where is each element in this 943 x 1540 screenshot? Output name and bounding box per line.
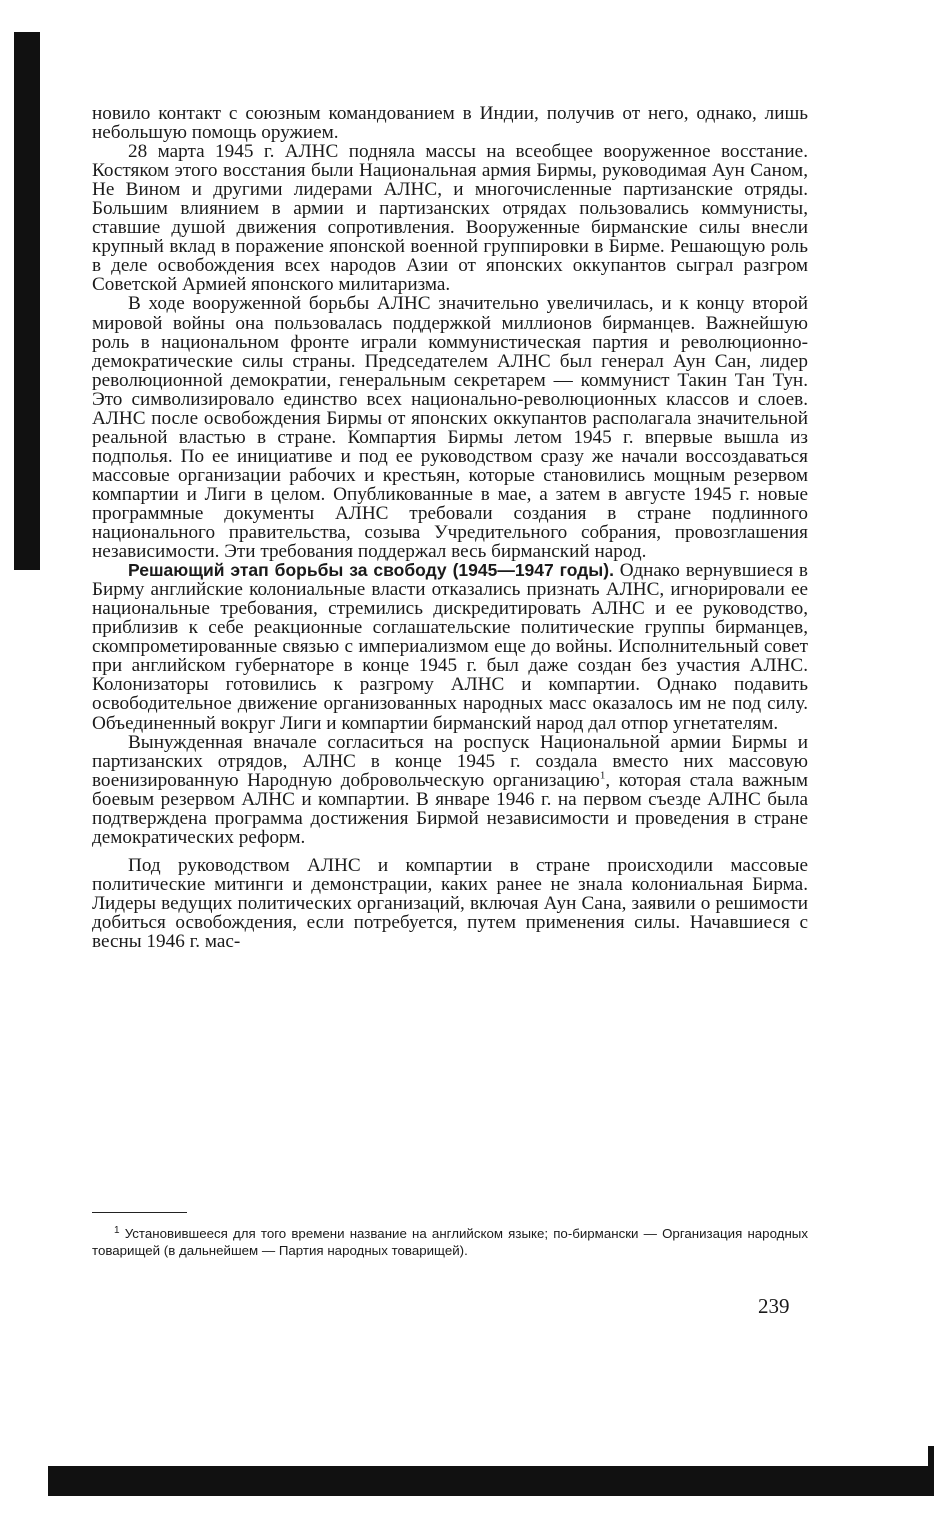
paragraph-6: Под руководством АЛНС и компартии в стране происходили массовые политические митинги и демонстрации, каких ранее не знала колониальная Бирма. Лидеры ведущих политических организаций, включая Аун Сана, заявили о решимости добиться освобождения, если потребуется, путем применения силы. Начавшиеся с весны 1946 г. мас- <box>92 854 808 953</box>
footnote-text: Установившееся для того времени название на английском языке; по-бирмански — Организация народных товарищей (в дальнейшем — Партия народных товарищей). <box>92 1226 808 1258</box>
footnote-number: 1 <box>114 1224 120 1236</box>
paragraph-5 <box>92 733 808 847</box>
paragraph-4-text: Однако вернувшиеся в Бирму английские колониальные власти отказались признать АЛНС, игнорировали ее национальные требования, стремились дискредитировать АЛНС и ее руководство, приблизив к себе реакционные соглашательские политические группы бирманцев, скомпрометированные связью с империализмом еще до войны. Исполнительный совет при английском губернаторе в конце 1945 г. был даже создан без участия АЛНС. Колонизаторы готовились к разгрому АЛНС и компартии. Однако подавить освободительное движение организованных народных масс оказалось им не под силу. Объединенный вокруг Лиги и компартии бирманский народ дал отпор угнетателям. <box>92 560 808 734</box>
scan-border-left <box>14 32 40 570</box>
footnote-divider <box>92 1212 187 1213</box>
paragraph-5-text-b: , которая стала важным боевым резервом АЛНС и компартии. В январе 1946 г. на первом съезде АЛНС была подтверждена программа достижения Бирмой независимости и проведения в стране демократических реформ. <box>92 769 808 848</box>
paragraph-4 <box>92 561 808 732</box>
paragraph-3: В ходе вооруженной борьбы АЛНС значительно увеличилась, и к концу второй мировой войны она пользовалась поддержкой миллионов бирманцев. Важнейшую роль в национальном фронте играли коммунистическая партия и революционно-демократические силы страны. Председателем АЛНС был генерал Аун Сан, лидер революционной демократии, генеральным секретарем — коммунист Такин Тан Тун. Это символизировало единство всех национально-революционных классов и слоев. АЛНС после освобождения Бирмы от японских оккупантов располагала значительной реальной властью в стране. Компартия Бирмы летом 1945 г. впервые вышла из подполья. По ее инициативе и под ее руководством сразу же начали воссоздаваться массовые организации рабочих и крестьян, которые становились мощным резервом компартии и Лиги в целом. Опубликованные в мае, а затем в августе 1945 г. новые программные документы АЛНС требовали создания в стране подлинного национального правительства, созыва Учредительного собрания, провозглашения независимости. Эти требования поддержал весь бирманский народ. <box>92 293 808 563</box>
paragraph-2: 28 марта 1945 г. АЛНС подняла массы на всеобщее вооруженное восстание. Костяком этого восстания были Национальная армия Бирмы, руководимая Аун Саном, Не Вином и другими лидерами АЛНС, и многочисленные партизанские отряды. Большим влиянием в армии и партизанских отрядах пользовались коммунисты, ставшие душой движения сопротивления. Вооруженные бирманские силы внесли крупный вклад в поражение японской военной группировки в Бирме. Решающую роль в деле освобождения всех народов Азии от японских оккупантов сыграл разгром Советской Армией японского милитаризма. <box>92 141 808 296</box>
page-number: 239 <box>758 1294 790 1318</box>
section-heading: Решающий этап борьбы за свободу (1945—1947 годы). <box>128 560 614 581</box>
scan-border-bottom <box>48 1466 930 1496</box>
paragraph-5-text-a: Вынужденная вначале согласиться на роспуск Национальной армии Бирмы и партизанских отрядов, АЛНС в конце 1945 г. создала вместо них массовую военизированную Народную добровольческую организацию <box>92 731 808 791</box>
footnote-marker: 1 <box>599 769 606 782</box>
paragraph-1: новило контакт с союзным командованием в Индии, получив от него, однако, лишь небольшую помощь оружием. <box>92 103 808 144</box>
main-text <box>92 104 808 951</box>
footnote <box>92 1226 808 1259</box>
